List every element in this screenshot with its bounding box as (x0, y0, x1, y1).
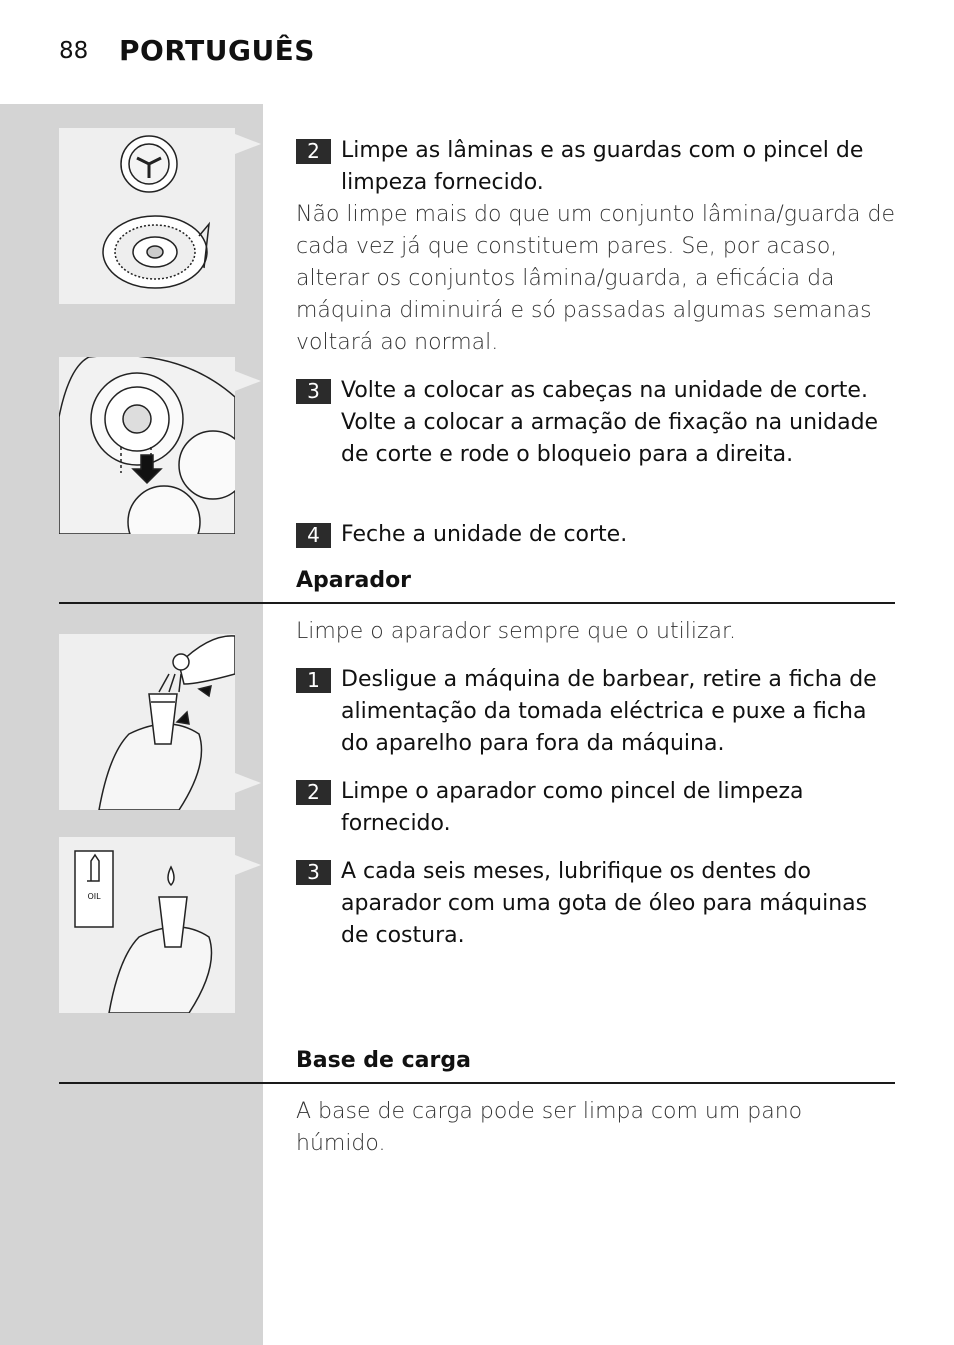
step-close-unit (296, 519, 896, 551)
step-text: Desligue a máquina de barbear, retire a ficha de alimentação da tomada eléctrica e puxe a ficha do aparelho para fora da máquina. (341, 667, 877, 756)
oil-label: OIL (87, 892, 101, 901)
shaving-unit-icon (59, 357, 235, 534)
brush-icon (173, 654, 189, 670)
section-divider (59, 602, 895, 604)
trimmer-icon (109, 927, 212, 1013)
illustration-pointer (235, 371, 261, 391)
page-language: PORTUGUÊS (119, 34, 315, 67)
step-text: A cada seis meses, lubrifique os dentes do aparador com uma gota de óleo para máquinas de costura. (341, 859, 868, 948)
trimmer-icon (99, 636, 235, 810)
illustration-pointer (235, 773, 261, 793)
illustration-cutter-guard (59, 128, 235, 304)
cutter-icon (121, 136, 177, 192)
step-text: Limpe as lâminas e as guardas com o pincel de limpeza fornecido. (341, 138, 864, 195)
step-number-badge: 2 (296, 780, 331, 805)
trimmer-intro: Limpe o aparador sempre que o utilizar. (296, 619, 736, 644)
step-cutter-clean (296, 135, 896, 199)
step-number-badge: 3 (296, 379, 331, 404)
step-trimmer-unplug (296, 664, 896, 760)
illustration-trimmer-brush (59, 634, 235, 810)
step-text: Volte a colocar as cabeças na unidade de corte. Volte a colocar a armação de fixação na unidade de corte e rode o bloqueio para a direita. (341, 378, 879, 467)
step-number-badge: 1 (296, 668, 331, 693)
section-heading-charger: Base de carga (296, 1048, 471, 1073)
charger-text: A base de carga pode ser limpa com um pano húmido. (296, 1099, 803, 1156)
oil-bottle-icon (75, 851, 113, 927)
step-text: Feche a unidade de corte. (341, 522, 628, 547)
oil-drop-icon (168, 867, 174, 885)
step-number-badge: 4 (296, 523, 331, 548)
step-trimmer-brush (296, 776, 896, 840)
illustration-pointer (235, 855, 261, 875)
page-number: 88 (59, 38, 89, 64)
step-trimmer-oil (296, 856, 896, 952)
step-number-badge: 2 (296, 139, 331, 164)
arrow-up-icon (199, 686, 211, 696)
step-number-badge: 3 (296, 860, 331, 885)
arrow-down-icon (177, 712, 189, 724)
illustration-pointer (235, 134, 261, 154)
guard-icon (103, 216, 209, 288)
step-text: Limpe o aparador como pincel de limpeza fornecido. (341, 779, 804, 836)
cutter-note: Não limpe mais do que um conjunto lâmina/guarda de cada vez já que constituem pares. Se, por acaso, alterar os conjuntos lâmina/guarda, a eficácia da máquina diminuirá e só passadas algumas semanas voltará ao normal. (296, 202, 896, 355)
section-heading-trimmer: Aparador (296, 568, 412, 593)
step-cutter-reassemble (296, 375, 896, 471)
illustration-trimmer-oil (59, 837, 235, 1013)
illustration-shaving-unit (59, 357, 235, 534)
section-divider (59, 1082, 895, 1084)
